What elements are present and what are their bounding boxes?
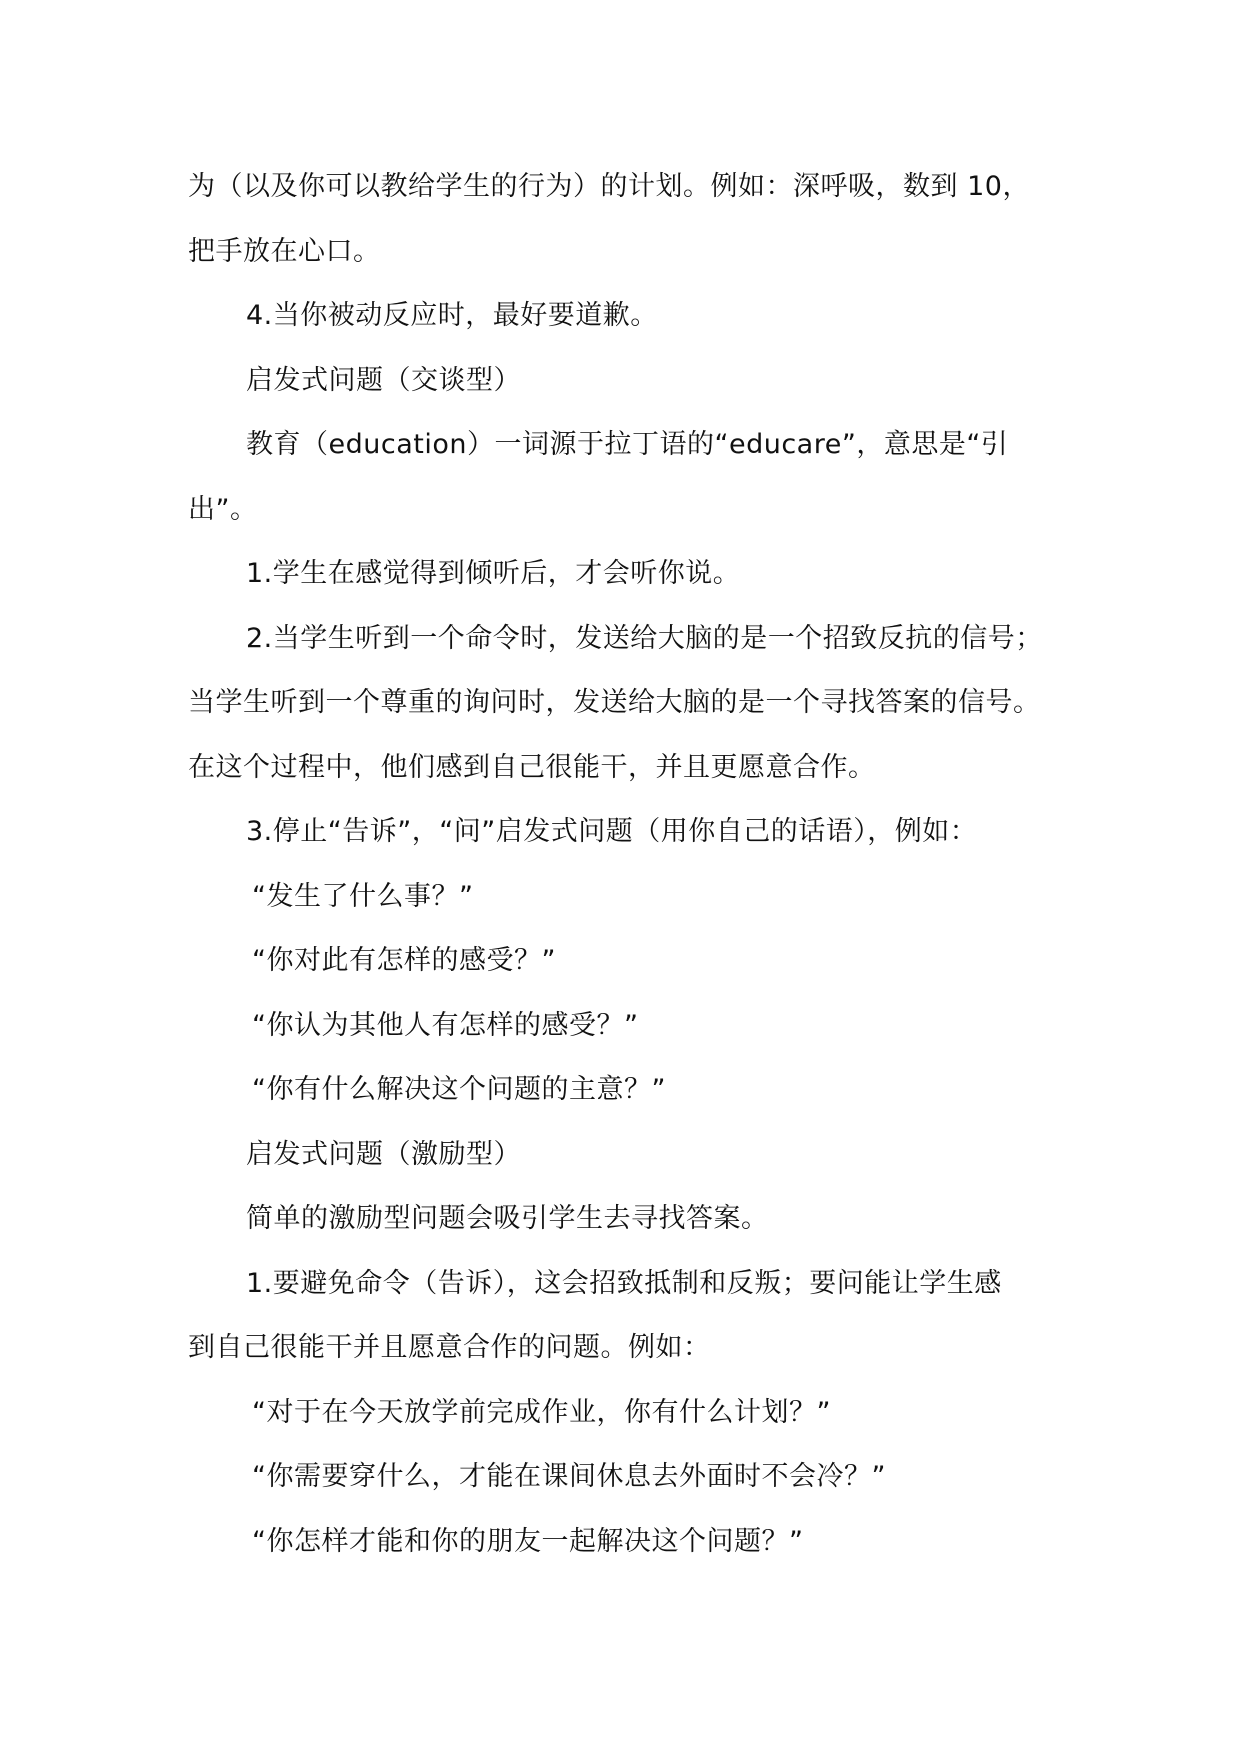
paragraph-line: 1.要避免命令（告诉），这会招致抵制和反叛；要问能让学生感 bbox=[246, 1267, 1002, 1299]
section-heading: 启发式问题（交谈型） bbox=[246, 364, 521, 396]
paragraph-line: 当学生听到一个尊重的询问时，发送给大脑的是一个寻找答案的信号。 bbox=[188, 687, 1041, 718]
paragraph-line: 2.当学生听到一个命令时，发送给大脑的是一个招致反抗的信号； bbox=[246, 622, 1043, 654]
quoted-question: “你认为其他人有怎样的感受？” bbox=[252, 1009, 639, 1041]
paragraph-line: 出”。 bbox=[188, 493, 258, 525]
document-body bbox=[188, 155, 1058, 1574]
paragraph-line: 为（以及你可以教给学生的行为）的计划。例如：深呼吸，数到 10， bbox=[188, 171, 1030, 202]
quoted-question: “对于在今天放学前完成作业，你有什么计划？” bbox=[252, 1396, 831, 1428]
paragraph-line: 4.当你被动反应时，最好要道歉。 bbox=[246, 300, 658, 331]
quoted-question: “你对此有怎样的感受？” bbox=[252, 945, 556, 976]
quoted-question: “你有什么解决这个问题的主意？” bbox=[252, 1074, 666, 1105]
paragraph-line: 3.停止“告诉”，“问”启发式问题（用你自己的话语），例如： bbox=[246, 816, 978, 847]
section-heading: 启发式问题（激励型） bbox=[246, 1138, 521, 1170]
paragraph-line: 在这个过程中，他们感到自己很能干，并且更愿意合作。 bbox=[188, 751, 876, 783]
paragraph-line: 把手放在心口。 bbox=[188, 235, 381, 267]
paragraph-line: 简单的激励型问题会吸引学生去寻找答案。 bbox=[246, 1203, 769, 1234]
paragraph-line: 教育（education）一词源于拉丁语的“educare”，意思是“引 bbox=[246, 429, 1009, 460]
quoted-question: “发生了什么事？” bbox=[252, 880, 474, 912]
quoted-question: “你怎样才能和你的朋友一起解决这个问题？” bbox=[252, 1525, 804, 1557]
paragraph-line: 1.学生在感觉得到倾听后，才会听你说。 bbox=[246, 558, 741, 589]
paragraph-line: 到自己很能干并且愿意合作的问题。例如： bbox=[188, 1332, 711, 1363]
quoted-question: “你需要穿什么，才能在课间休息去外面时不会冷？” bbox=[252, 1461, 886, 1492]
